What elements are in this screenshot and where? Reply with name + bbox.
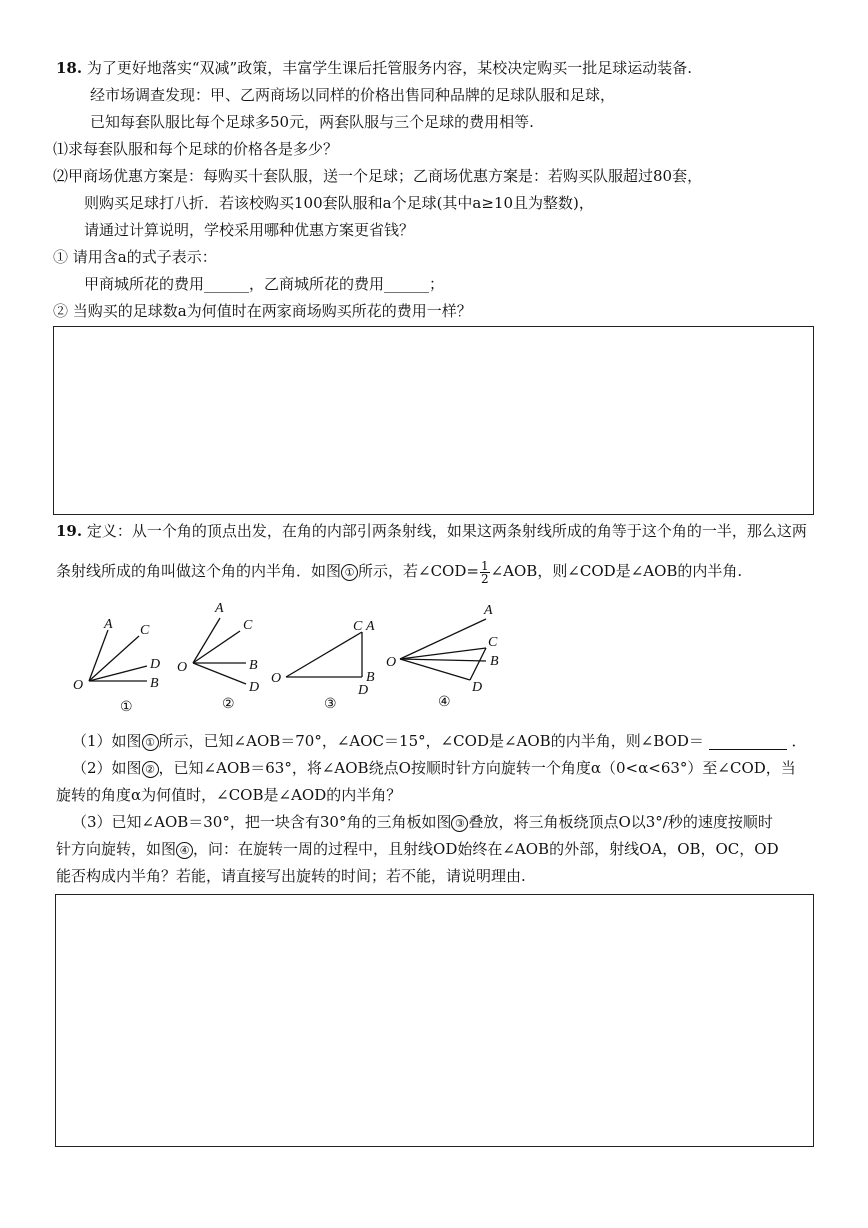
q19-p3a: （3）已知∠AOB＝30°，把一块含有30°角的三角板如图 xyxy=(72,813,452,831)
fig2-label-b: B xyxy=(249,658,258,673)
q19-answer-box[interactable] xyxy=(55,894,814,1147)
q18-sub-1b: 甲商城所花的费用______，乙商城所花的费用______； xyxy=(84,275,445,293)
q19-definition-1: 定义：从一个角的顶点出发，在角的内部引两条射线，如果这两条射线所成的角等于这个角的一半，那么这两 xyxy=(86,522,807,540)
q19-p3d: ，问：在旋转一周的过程中，且射线OD始终在∠AOB的外部，射线OA，OB，OC，OD xyxy=(193,840,779,858)
fig4-label-d: D xyxy=(472,680,483,695)
answer-blank-bod[interactable] xyxy=(709,735,787,750)
fig1-ray-oa xyxy=(89,630,108,681)
q19-p1a: （1）如图 xyxy=(72,732,142,750)
fig2-ray-od xyxy=(193,663,246,684)
figure-ref-2: ② xyxy=(142,761,159,778)
q19-definition-2c: ∠AOB，则∠COD是∠AOB的内半角. xyxy=(490,562,743,580)
fraction-one-half xyxy=(480,560,490,585)
fig1-label-b: B xyxy=(150,676,159,691)
fig2-label-o: O xyxy=(177,660,188,675)
q18-answer-box[interactable] xyxy=(53,326,814,515)
q18-sub-2: ② 当购买的足球数a为何值时在两家商场购买所花的费用一样？ xyxy=(53,302,472,320)
q19-definition-2b: 所示，若∠COD= xyxy=(358,562,479,580)
fig4-ray-ob xyxy=(400,659,486,661)
q18-sub-1: ① 请用含a的式子表示： xyxy=(53,248,217,266)
fig1-label-a: A xyxy=(104,617,113,632)
fig3-label-a: A xyxy=(366,619,375,634)
fraction-numerator: 1 xyxy=(480,558,489,573)
q19-line-1 xyxy=(56,521,807,541)
q18-part-2c: 请通过计算说明，学校采用哪种优惠方案更省钱？ xyxy=(84,221,415,239)
fig3-side-oa xyxy=(286,632,362,677)
q19-p1b: 所示，已知∠AOB＝70°，∠AOC＝15°，∠COD是∠AOB的内半角，则∠BOD＝ xyxy=(158,732,704,750)
fig3-label-c: C xyxy=(353,619,363,634)
fig2-label-d: D xyxy=(249,680,260,695)
fig-caption-2: ② xyxy=(222,697,235,712)
fraction-denominator: 2 xyxy=(480,571,489,586)
fig-caption-4: ④ xyxy=(438,695,451,710)
figures-svg xyxy=(60,596,520,718)
fig2-ray-oc xyxy=(193,631,240,663)
q18-line-3: 已知每套队服比每个足球多50元，两套队服与三个足球的费用相等. xyxy=(90,113,534,131)
q19-number: 19. xyxy=(56,522,83,540)
q19-definition-2a: 条射线所成的角叫做这个角的内半角．如图 xyxy=(56,562,342,580)
q18-number: 18. xyxy=(56,59,83,77)
q18-intro: 为了更好地落实“双减”政策，丰富学生课后托管服务内容，某校决定购买一批足球运动装备. xyxy=(86,59,692,77)
q19-part-3a xyxy=(72,812,773,832)
fig3-label-o: O xyxy=(271,671,282,686)
q19-part-3c xyxy=(56,839,779,859)
q19-part-1 xyxy=(72,731,806,751)
q19-part-2c: 旋转的角度α为何值时，∠COB是∠AOD的内半角？ xyxy=(56,786,402,804)
q19-p1c: ． xyxy=(791,732,807,750)
q19-part-2a xyxy=(72,758,796,778)
fig4-label-b: B xyxy=(490,654,499,669)
q19-p3c: 针方向旋转，如图 xyxy=(56,840,177,858)
q18-line-1 xyxy=(56,58,692,78)
fig2-ray-oa xyxy=(193,618,220,663)
fig1-label-c: C xyxy=(140,623,150,638)
q19-line-2 xyxy=(56,558,742,585)
q18-part-2b: 则购买足球打八折．若该校购买100套队服和a个足球(其中a≥10且为整数)， xyxy=(84,194,594,212)
fig2-label-c: C xyxy=(243,618,253,633)
fig3-label-b: B xyxy=(366,670,375,685)
fig4-side-cd xyxy=(470,648,486,680)
fig2-label-a: A xyxy=(215,601,224,616)
fig4-label-c: C xyxy=(488,635,498,650)
figure-ref-1b: ① xyxy=(142,734,159,751)
q19-p2a: （2）如图 xyxy=(72,759,142,777)
q18-part-2a: ⑵甲商场优惠方案是：每购买十套队服，送一个足球；乙商场优惠方案是：若购买队服超过80套， xyxy=(53,167,703,185)
figure-ref-4: ④ xyxy=(176,842,193,859)
figure-ref-3: ③ xyxy=(451,815,468,832)
figure-ref-1: ① xyxy=(341,564,358,581)
fig-caption-1: ① xyxy=(120,700,133,715)
fig4-ray-od xyxy=(400,659,470,680)
q18-part-1: ⑴求每套队服和每个足球的价格各是多少？ xyxy=(53,140,339,158)
fig1-label-o: O xyxy=(73,678,84,693)
fig4-label-a: A xyxy=(484,603,493,618)
q18-line-2: 经市场调查发现：甲、乙两商场以同样的价格出售同种品牌的足球队服和足球， xyxy=(90,86,616,104)
fig-caption-3: ③ xyxy=(324,697,337,712)
q19-part-3e: 能否构成内半角？若能，请直接写出旋转的时间；若不能，请说明理由. xyxy=(56,867,526,885)
q19-p2b: ，已知∠AOB＝63°，将∠AOB绕点O按顺时针方向旋转一个角度α（0<α<63°）至∠COD，当 xyxy=(158,759,796,777)
fig3-label-d: D xyxy=(358,683,369,698)
q19-p3b: 叠放，将三角板绕顶点O以3°/秒的速度按顺时 xyxy=(468,813,773,831)
fig1-label-d: D xyxy=(150,657,161,672)
fig4-label-o: O xyxy=(386,655,397,670)
